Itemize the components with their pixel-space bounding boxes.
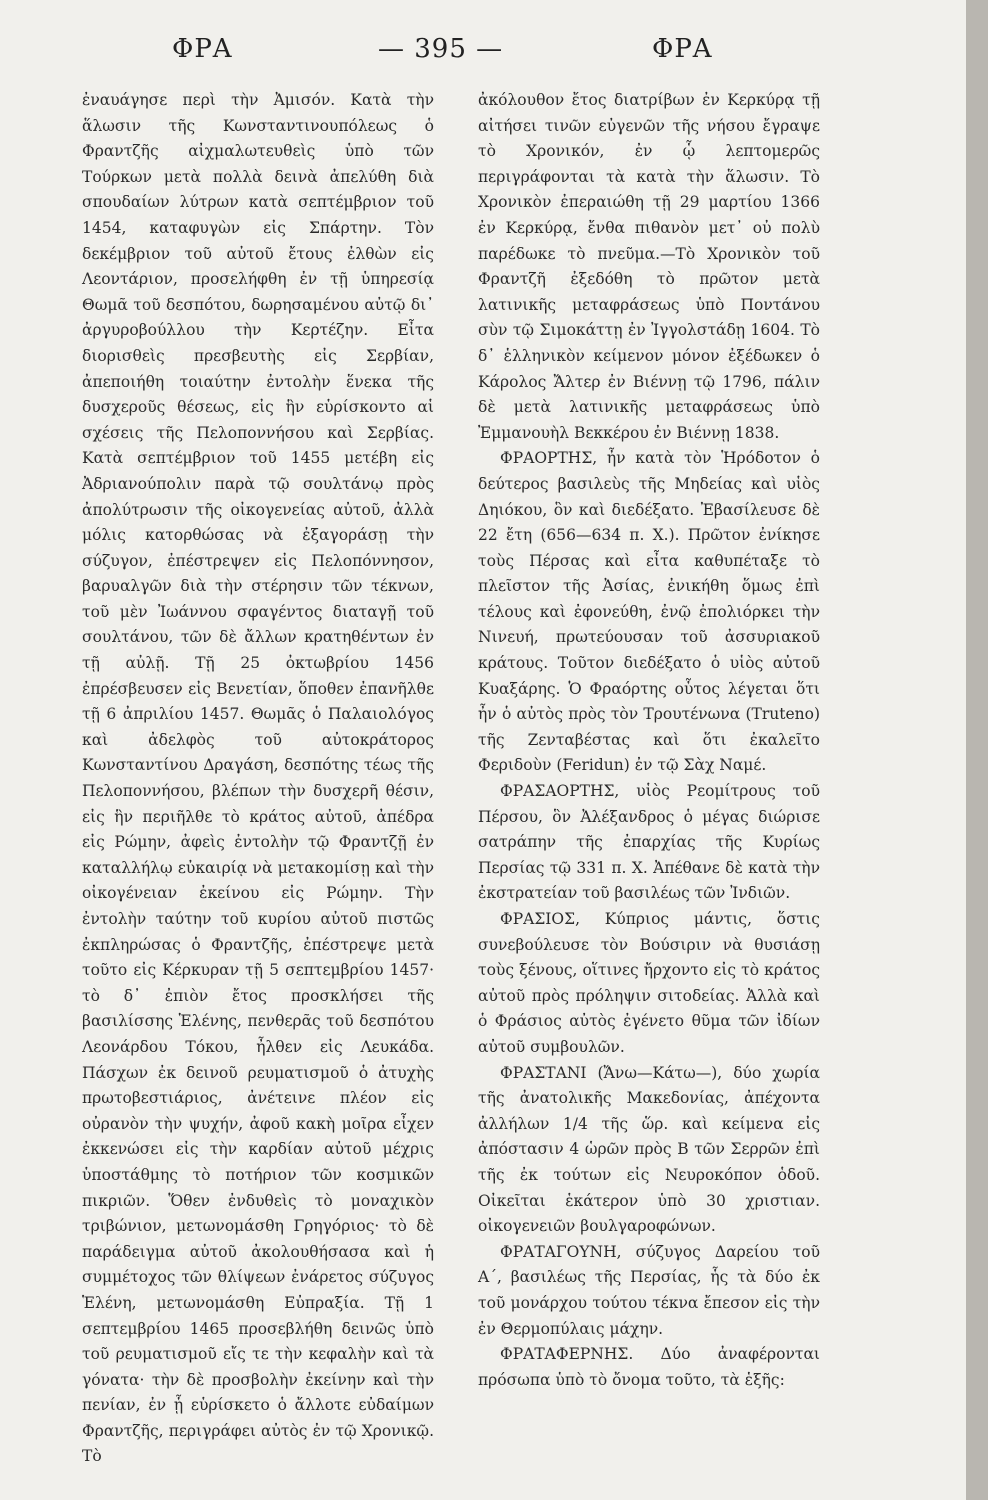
right-paragraph-continuation: ἀκόλουθον ἔτος διατρίβων ἐν Κερκύρᾳ τῇ αἰτήσει τινῶν εὐγενῶν τῆς νήσου ἔγραψε τὸ Χρονικόν, ἐν ᾧ λεπτομερῶς περιγράφονται τὰ κατὰ τὴν ἅλωσιν. Τὸ Χρονικὸν ἐπεραιώθη τῇ 29 μαρτίου 1366 ἐν Κερκύρᾳ, ἔνθα πιθανὸν μετ᾽ οὐ πολὺ παρέδωκε τὸ πνεῦμα.—Τὸ Χρονικὸν τοῦ Φραντζῆ ἐξεδόθη τὸ πρῶτον μετὰ λατινικῆς μεταφράσεως ὑπὸ Ποντάνου σὺν τῷ Σιμοκάττῃ ἐν Ἰγγολστάδῃ 1604. Τὸ δ᾽ ἑλληνικὸν κείμενον μόνον ἐξέδωκεν ὁ Κάρολος Ἄλτερ ἐν Βιέννῃ τῷ 1796, πάλιν δὲ μετὰ λατινικῆς μεταφράσεως ὑπὸ Ἐμμανουὴλ Βεκκέρου ἐν Βιέννῃ 1838.	[478, 91, 820, 442]
entry-fratagoune: ΦΡΑΤΑΓΟΥΝΗ, σύζυγος Δαρείου τοῦ Α΄, βασιλέως τῆς Περσίας, ἧς τὰ δύο ἐκ τοῦ μονάρχου τούτου τέκνα ἔπεσον εἰς τὴν ἐν Θερμοπύλαις μάχην.	[478, 1242, 820, 1338]
entry-frasaortes: ΦΡΑΣΑΟΡΤΗΣ, υἱὸς Ρεομίτρους τοῦ Πέρσου, ὃν Ἀλέξανδρος ὁ μέγας διώρισε σατράπην τῆς ἐπαρχίας τῆς Κυρίως Περσίας τῷ 331 π. Χ. Ἀπέθανε δὲ κατὰ τὴν ἐκστρατείαν τοῦ βασιλέως τῶν Ἰνδιῶν.	[478, 782, 820, 903]
left-column	[82, 88, 434, 1470]
page-edge-shadow	[966, 0, 988, 1500]
header-right-word: ΦΡΑ	[652, 34, 713, 64]
entry-frastani: ΦΡΑΣΤΑΝΙ (Ἄνω—Κάτω—), δύο χωρία τῆς ἀνατολικῆς Μακεδονίας, ἀπέχοντα ἀλλήλων 1/4 τῆς ὥρ. καὶ κείμενα εἰς ἀπόστασιν 4 ὡρῶν πρὸς Β τῶν Σερρῶν ἐπὶ τῆς ἐκ τούτων εἰς Νευροκόπον ὁδοῦ. Οἰκεῖται ἑκάτερον ὑπὸ 30 χριστιαν. οἰκογενειῶν βουλγαροφώνων.	[478, 1063, 820, 1236]
page-number: — 395 —	[378, 34, 504, 64]
left-paragraph: ἐναυάγησε περὶ τὴν Ἀμισόν. Κατὰ τὴν ἅλωσιν τῆς Κωνσταντινουπόλεως ὁ Φραντζῆς αἰχμαλωτευθεὶς ὑπὸ τῶν Τούρκων μετὰ πολλὰ δεινὰ ἀπελύθη διὰ σπουδαίων λύτρων κατὰ σεπτέμβριον τοῦ 1454, καταφυγὼν εἰς Σπάρτην. Τὸν δεκέμβριον τοῦ αὐτοῦ ἔτους ἐλθὼν εἰς Λεοντάριον, προσελήφθη ἐν τῇ ὑπηρεσίᾳ Θωμᾶ τοῦ δεσπότου, δωρησαμένου αὐτῷ δι᾽ ἀργυροβούλλου τὴν Κερτέζην. Εἶτα διορισθεὶς πρεσβευτὴς εἰς Σερβίαν, ἀπεποιήθη τοιαύτην ἐντολὴν ἕνεκα τῆς δυσχεροῦς θέσεως, εἰς ἣν εὑρίσκοντο αἱ σχέσεις τῆς Πελοποννήσου καὶ Σερβίας. Κατὰ σεπτέμβριον τοῦ 1455 μετέβη εἰς Ἀδριανούπολιν παρὰ τῷ σουλτάνῳ πρὸς ἀπολύτρωσιν τῆς οἰκογενείας αὐτοῦ, ἀλλὰ μόλις κατορθώσας νὰ ἐξαγοράσῃ τὴν σύζυγον, ἐπέστρεψεν εἰς Πελοπόννησον, βαρυαλγῶν διὰ τὴν στέρησιν τῶν τέκνων, τοῦ μὲν Ἰωάννου σφαγέντος διαταγῇ τοῦ σουλτάνου, τῶν δὲ ἄλλων κρατηθέντων ἐν τῇ αὐλῇ. Τῇ 25 ὀκτωβρίου 1456 ἐπρέσβευσεν εἰς Βενετίαν, ὅποθεν ἐπανῆλθε τῇ 6 ἀπριλίου 1457. Θωμᾶς ὁ Παλαιολόγος καὶ ἀδελφὸς τοῦ αὐτοκράτορος Κωνσταντίνου Δραγάση, δεσπότης τέως τῆς Πελοποννήσου, βλέπων τὴν δυσχερῆ θέσιν, εἰς ἣν περιῆλθε τὸ κράτος αὐτοῦ, ἀπέδρα εἰς Ρώμην, ἀφεὶς ἐντολὴν τῷ Φραντζῇ ἐν καταλλήλῳ εὐκαιρίᾳ νὰ μετακομίσῃ καὶ τὴν οἰκογένειαν ἐκείνου εἰς Ρώμην. Τὴν ἐντολὴν ταύτην τοῦ κυρίου αὐτοῦ πιστῶς ἐκπληρώσας ὁ Φραντζῆς, ἐπέστρεψε μετὰ τοῦτο εἰς Κέρκυραν τῇ 5 σεπτεμβρίου 1457· τὸ δ᾽ ἐπιὸν ἔτος προσκλήσει τῆς βασιλίσσης Ἑλένης, πενθερᾶς τοῦ δεσπότου Λεονάρδου Τόκου, ἦλθεν εἰς Λευκάδα. Πάσχων ἐκ δεινοῦ ρευματισμοῦ ὁ ἀτυχὴς πρωτοβεστιάριος, ἀνέτεινε πλέον εἰς οὐρανὸν τὴν ψυχήν, ἀφοῦ κακὴ μοῖρα εἶχεν ἐκκενώσει εἰς τὴν καρδίαν αὐτοῦ μέχρις ὑποστάθμης τὸ ποτήριον τῶν κοσμικῶν πικριῶν. Ὅθεν ἐνδυθεὶς τὸ μοναχικὸν τριβώνιον, μετωνομάσθη Γρηγόριος· τὸ δὲ παράδειγμα αὐτοῦ ἀκολουθήσασα καὶ ἡ συμμέτοχος τῶν θλίψεων ἐνάρετος σύζυγος Ἑλένη, μετωνομάσθη Εὐπραξία. Τῇ 1 σεπτεμβρίου 1465 προσεβλήθη δεινῶς ὑπὸ τοῦ ρευματισμοῦ εἴς τε τὴν κεφαλὴν καὶ τὰ γόνατα· τὴν δὲ προσβολὴν ἐκείνην καὶ τὴν πενίαν, ἐν ᾗ εὑρίσκετο ὁ ἄλλοτε εὐδαίμων Φραντζῆς, περιγράφει αὐτὸς ἐν τῷ Χρονικῷ. Τὸ	[82, 91, 434, 1466]
entry-fratafernes: ΦΡΑΤΑΦΕΡΝΗΣ. Δύο ἀναφέρονται πρόσωπα ὑπὸ τὸ ὄνομα τοῦτο, τὰ ἑξῆς:	[478, 1345, 820, 1389]
right-column	[478, 88, 820, 1393]
entry-fraortes: ΦΡΑΟΡΤΗΣ, ἦν κατὰ τὸν Ἡρόδοτον ὁ δεύτερος βασιλεὺς τῆς Μηδείας καὶ υἱὸς Δηιόκου, ὃν καὶ διεδέξατο. Ἐβασίλευσε δὲ 22 ἔτη (656—634 π. Χ.). Πρῶτον ἐνίκησε τοὺς Πέρσας καὶ εἶτα καθυπέταξε τὸ πλεῖστον τῆς Ἀσίας, ἐνικήθη ὅμως ἐπὶ τέλους καὶ ἐφονεύθη, ἐνῷ ἐπολιόρκει τὴν Νινευή, πρωτεύουσαν τοῦ ἀσσυριακοῦ κράτους. Τοῦτον διεδέξατο ὁ υἱὸς αὐτοῦ Κυαξάρης. Ὁ Φραόρτης οὗτος λέγεται ὅτι ἦν ὁ αὐτὸς πρὸς τὸν Τρουτένωνα (Truteno) τῆς Ζενταβέστας καὶ ὅτι ἐκαλεῖτο Φεριδοὺν (Feridun) ἐν τῷ Σὰχ Ναμέ.	[478, 449, 820, 775]
page-header	[0, 34, 966, 78]
header-left-word: ΦΡΑ	[172, 34, 233, 64]
entry-frasios: ΦΡΑΣΙΟΣ, Κύπριος μάντις, ὅστις συνεβούλευσε τὸν Βούσιριν νὰ θυσιάσῃ τοὺς ξένους, οἵτινες ἤρχοντο εἰς τὸ κράτος αὐτοῦ πρὸς πρόληψιν σιτοδείας. Ἀλλὰ καὶ ὁ Φράσιος αὐτὸς ἐγένετο θῦμα τῶν ἰδίων αὐτοῦ συμβουλῶν.	[478, 910, 820, 1056]
